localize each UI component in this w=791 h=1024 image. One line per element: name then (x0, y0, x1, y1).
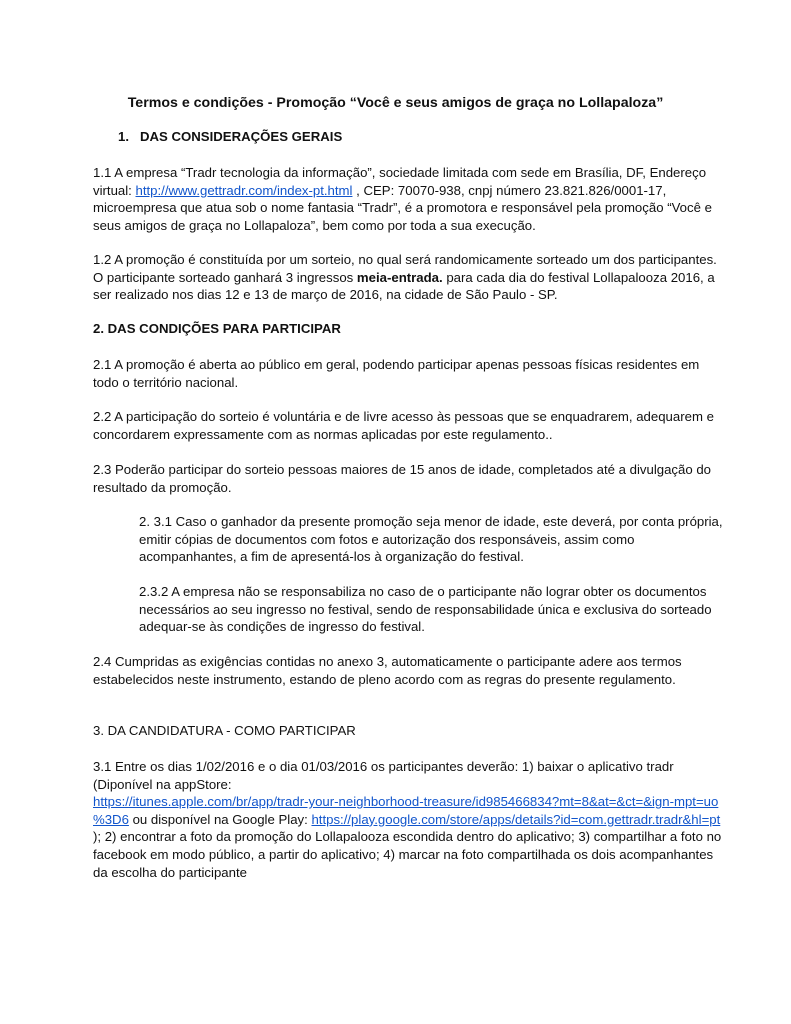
bold-text: meia-entrada. (356, 269, 443, 285)
paragraph-line: emitir cópias de documentos com fotos e autorização dos responsáveis, assim como (139, 531, 635, 547)
paragraph-3-1 (93, 758, 722, 881)
appstore-link[interactable]: https://itunes.apple.com/br/app/tradr-your-neighborhood-treasure/id985466834?mt=8&at=&ct=&ign-mpt=uo (93, 794, 719, 810)
paragraph-2-4 (93, 653, 705, 688)
paragraph-line: resultado da promoção. (93, 479, 232, 495)
paragraph-2-2 (93, 408, 714, 443)
paragraph-line: seus amigos de graça no Lollapaloza”, bem como por toda a sua execução. (93, 217, 536, 233)
paragraph-line (93, 182, 705, 200)
paragraph-2-3-1 (139, 513, 723, 566)
paragraph-text: virtual: (93, 182, 136, 198)
paragraph-text: , CEP: 70070-938, cnpj número 23.821.826/0001-17, (352, 182, 667, 198)
paragraph-line: todo o território nacional. (93, 374, 239, 390)
paragraph-line: concordarem expressamente com as normas aplicadas por este regulamento.. (93, 426, 553, 442)
paragraph-line: 2.3.2 A empresa não se responsabiliza no caso de o participante não lograr obter os documentos (139, 584, 707, 599)
paragraph-line: facebook em modo público, a partir do aplicativo; 4) marcar na foto compartilhada os dois acompanhantes (93, 846, 714, 862)
gettradr-link[interactable]: http://www.gettradr.com/index-pt.html (135, 182, 353, 198)
paragraph-line (93, 793, 719, 811)
paragraph-line: 3.1 Entre os dias 1/02/2016 e o dia 01/03/2016 os participantes deverão: 1) baixar o aplicativo tradr (93, 759, 674, 774)
paragraph-1-2 (93, 251, 717, 304)
document-title: Termos e condições - Promoção “Você e seus amigos de graça no Lollapaloza” (127, 95, 664, 111)
paragraph-line: 2.2 A participação do sorteio é voluntária e de livre acesso às pessoas que se enquadrarem, adequarem e (93, 409, 714, 424)
paragraph-1-1 (93, 164, 712, 234)
paragraph-line: 2.1 A promoção é aberta ao público em geral, podendo participar apenas pessoas físicas residentes em (93, 357, 700, 372)
paragraph-line: necessários ao seu ingresso no festival, sendo de responsabilidade única e exclusiva do sorteado (139, 601, 712, 617)
paragraph-line: ); 2) encontrar a foto da promoção do Lollapalooza escondida dentro do aplicativo; 3) compartilhar a foto no (93, 829, 722, 845)
paragraph-line: (Diponível na appStore: (93, 776, 232, 792)
section-1-heading-text: DAS CONSIDERAÇÕES GERAIS (140, 129, 343, 144)
google-play-link[interactable]: https://play.google.com/store/apps/details?id=com.gettradr.tradr&hl=pt (311, 811, 721, 827)
paragraph-text: para cada dia do festival Lollapalooza 2016, a (442, 269, 715, 285)
section-2-heading: 2. DAS CONDIÇÕES PARA PARTICIPAR (93, 321, 341, 336)
paragraph-line (93, 269, 715, 287)
paragraph-line: 1.1 A empresa “Tradr tecnologia da informação”, sociedade limitada com sede em Brasília, DF, Endereço (93, 165, 707, 180)
paragraph-line: 2. 3.1 Caso o ganhador da presente promoção seja menor de idade, este deverá, por conta própria, (139, 514, 723, 529)
paragraph-line (93, 811, 721, 829)
section-1-heading (118, 128, 342, 146)
appstore-link-continued[interactable]: %3D6 (93, 811, 129, 827)
paragraph-2-3 (93, 461, 712, 496)
section-3-heading: 3. DA CANDIDATURA - COMO PARTICIPAR (93, 723, 356, 738)
paragraph-text: O participante sorteado ganhará 3 ingressos (93, 269, 357, 285)
paragraph-line: acompanhantes, a fim de apresentá-los à organização do festival. (139, 549, 524, 565)
paragraph-line: 2.3 Poderão participar do sorteio pessoas maiores de 15 anos de idade, completados até a divulgação do (93, 462, 712, 477)
paragraph-line: 1.2 A promoção é constituída por um sorteio, no qual será randomicamente sorteado um dos participantes. (93, 252, 717, 267)
paragraph-line: adequar-se às condições de ingresso do festival. (139, 619, 425, 635)
paragraph-line: microempresa que atua sob o nome fantasia “Tradr”, é a promotora e responsável pela promoção “Você e (93, 200, 712, 216)
paragraph-text: ou disponível na Google Play: (128, 811, 312, 827)
paragraph-line: ser realizado nos dias 12 e 13 de março de 2016, na cidade de São Paulo - SP. (93, 287, 558, 303)
paragraph-line: da escolha do participante (93, 864, 247, 880)
paragraph-line: 2.4 Cumpridas as exigências contidas no anexo 3, automaticamente o participante adere aos termos (93, 654, 682, 669)
paragraph-2-3-2 (139, 583, 712, 636)
paragraph-line: estabelecidos neste instrumento, estando de pleno acordo com as regras do presente regulamento. (93, 671, 676, 687)
section-1-number: 1. (118, 129, 129, 144)
paragraph-2-1 (93, 356, 705, 391)
